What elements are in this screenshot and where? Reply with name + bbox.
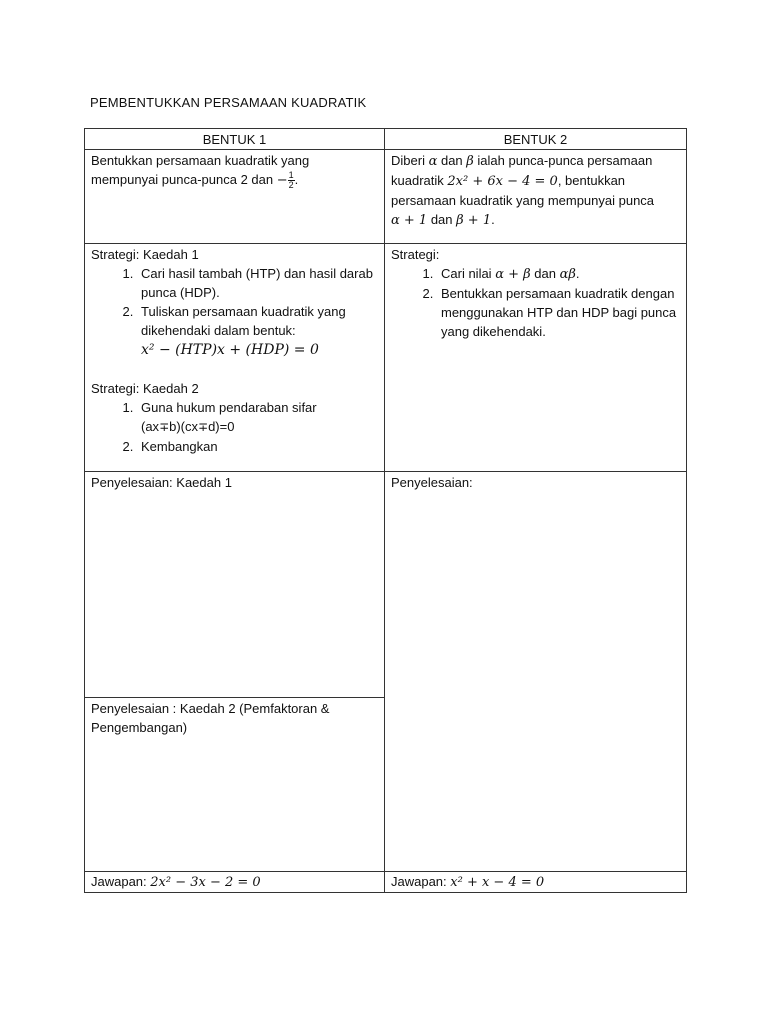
- step-text: Cari nilai: [441, 266, 496, 281]
- strategy-bentuk-1: [85, 244, 385, 472]
- solution-kaedah-1-label: Penyelesaian: Kaedah 1: [91, 475, 232, 490]
- solution-kaedah-2-cell: [85, 698, 385, 872]
- question-2-text: dan: [427, 212, 457, 227]
- question-2-text: ialah punca-punca persamaan: [473, 153, 653, 168]
- solution-row-1: [85, 472, 687, 698]
- root-beta-plus-1: β + 1: [456, 213, 492, 228]
- strategy-kaedah-2-heading: Strategi: Kaedah 2: [91, 381, 199, 396]
- worksheet-table: [84, 128, 687, 893]
- answer-equation-2: x² + x − 4 = 0: [450, 875, 545, 890]
- strategy-heading: Strategi:: [391, 247, 440, 262]
- question-2-text: dan: [437, 153, 467, 168]
- minus-plus-symbol: ∓: [198, 420, 209, 434]
- solution-bentuk-2-label: Penyelesaian:: [391, 475, 473, 490]
- question-1-end: .: [294, 172, 299, 187]
- question-row: [85, 150, 687, 244]
- answer-label: Jawapan:: [91, 874, 151, 889]
- question-bentuk-1: [85, 150, 385, 244]
- list-item: 2. Kembangkan: [137, 437, 378, 456]
- product-of-roots: αβ: [559, 267, 576, 282]
- answer-equation-1: 2x² − 3x − 2 = 0: [150, 875, 261, 890]
- step-text: Guna hukum pendaraban sifar: [141, 400, 317, 415]
- question-bentuk-2: [385, 150, 687, 244]
- question-2-text: Diberi: [391, 153, 429, 168]
- strategy-kaedah-2-steps: [91, 398, 378, 456]
- list-item: 2. Bentukkan persamaan kuadratik dengan menggunakan HTP dan HDP bagi punca yang dikehendaki.: [437, 284, 680, 341]
- answer-row: [85, 872, 687, 893]
- root-alpha-plus-1: α + 1: [391, 213, 428, 228]
- header-bentuk-1: BENTUK 1: [85, 129, 385, 150]
- list-item: [137, 398, 378, 437]
- question-1-minus: −: [276, 173, 288, 188]
- answer-label: Jawapan:: [391, 874, 451, 889]
- answer-bentuk-1: [85, 872, 385, 893]
- step-text: d)=0: [208, 419, 235, 434]
- question-2-text: persamaan kuadratik yang mempunyai punca: [391, 193, 655, 208]
- header-bentuk-2: BENTUK 2: [385, 129, 687, 150]
- strategy-steps: [391, 264, 680, 341]
- strategy-row: [85, 244, 687, 472]
- question-2-text: .: [491, 212, 495, 227]
- solution-kaedah-2-label: Penyelesaian : Kaedah 2 (Pemfaktoran & Pengembangan): [91, 701, 330, 735]
- alpha-symbol: α: [428, 154, 438, 169]
- step-text: .: [575, 266, 580, 281]
- step-text: b)(cx: [169, 419, 199, 434]
- fraction-half: [288, 171, 295, 190]
- page-title: PEMBENTUKKAN PERSAMAAN KUADRATIK: [90, 95, 367, 110]
- fraction-denominator: 2: [288, 180, 294, 191]
- question-1-text: Bentukkan persamaan kuadratik yang mempunyai punca-punca 2 dan: [91, 153, 310, 187]
- fraction-numerator: 1: [288, 170, 294, 181]
- question-2-equation: 2x² + 6x − 4 = 0: [447, 174, 558, 189]
- step-text: (ax: [141, 419, 160, 434]
- step-text: dan: [530, 266, 560, 281]
- list-item: [437, 264, 680, 284]
- step-text: Tuliskan persamaan kuadratik yang dikehendaki dalam bentuk:: [141, 304, 346, 338]
- strategy-kaedah-1-steps: [91, 264, 378, 360]
- list-item: 1. Cari hasil tambah (HTP) dan hasil darab punca (HDP).: [137, 264, 378, 302]
- beta-symbol: β: [466, 154, 474, 169]
- minus-plus-symbol: ∓: [159, 420, 170, 434]
- answer-bentuk-2: [385, 872, 687, 893]
- strategy-bentuk-2: [385, 244, 687, 472]
- sum-of-roots: α + β: [495, 267, 531, 282]
- header-row: [85, 129, 687, 150]
- solution-kaedah-1-cell: [85, 472, 385, 698]
- question-2-text: , bentukkan: [557, 173, 626, 188]
- solution-bentuk-2-cell: [385, 472, 687, 872]
- list-item: [137, 302, 378, 360]
- question-2-text: kuadratik: [391, 173, 448, 188]
- quadratic-formula: x² − (HTP)x + (HDP) = 0: [141, 342, 319, 358]
- strategy-kaedah-1-heading: Strategi: Kaedah 1: [91, 247, 199, 262]
